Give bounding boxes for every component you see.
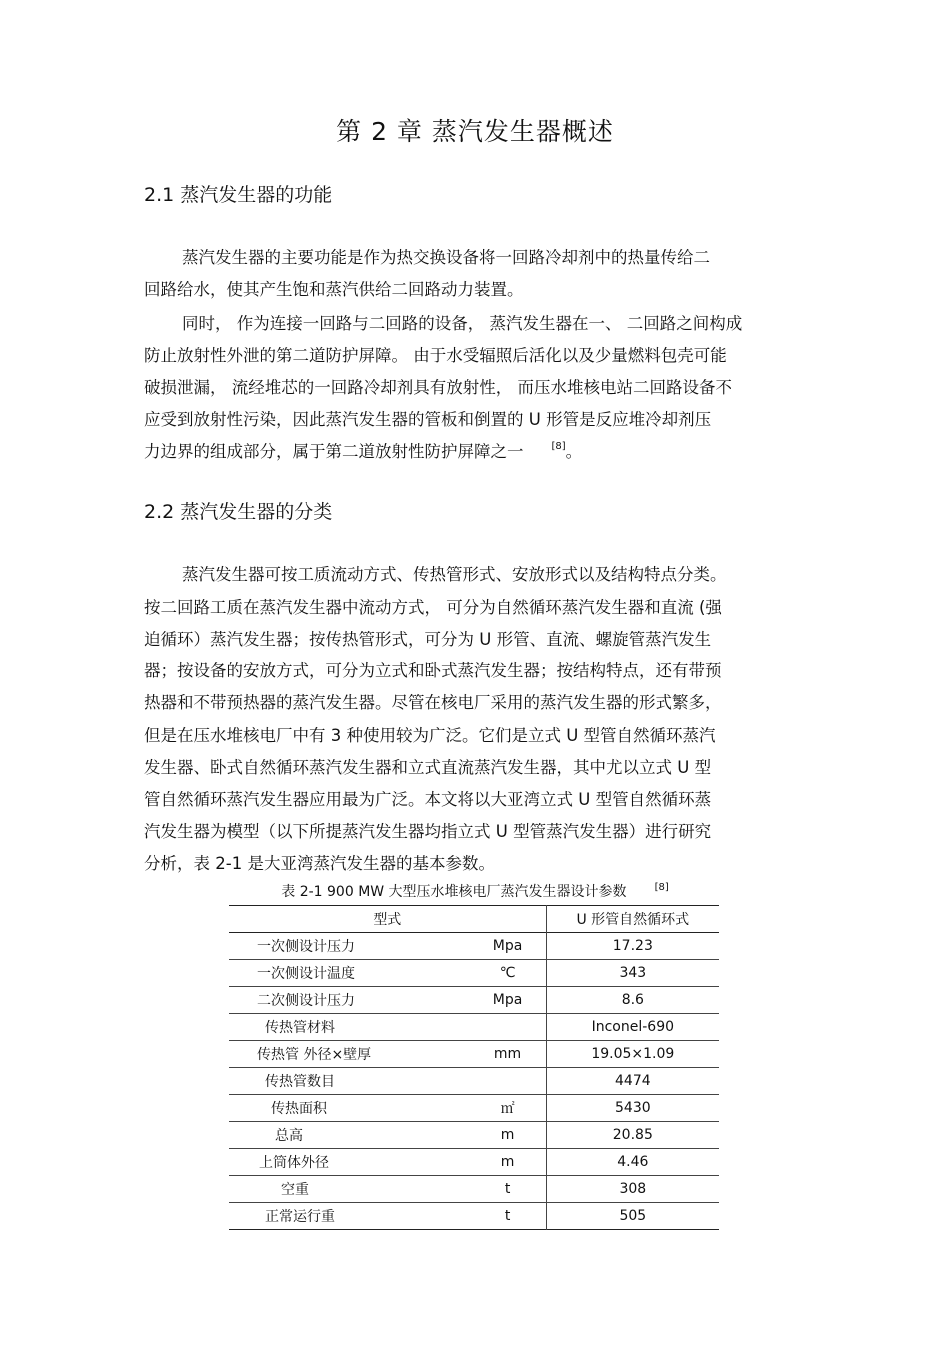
- paragraph-line: 但是在压水堆核电厂中有 3 种使用较为广泛。它们是立式 U 型管自然循环蒸汽: [144, 726, 716, 745]
- table-caption-citation: [8]: [654, 882, 669, 893]
- table-row: [229, 1014, 719, 1041]
- section-heading-2-2: 2.2 蒸汽发生器的分类: [144, 501, 333, 523]
- table-row: [229, 1176, 719, 1203]
- table-caption: [0, 881, 950, 901]
- header-type-cell: 型式: [373, 912, 402, 928]
- param-value-cell: Inconel-690: [546, 1014, 719, 1041]
- table-row: [229, 1203, 719, 1230]
- param-name-cell: [229, 1122, 469, 1149]
- section-heading-2-1: 2.1 蒸汽发生器的功能: [144, 184, 333, 206]
- param-unit-cell: t: [504, 1208, 511, 1224]
- param-name: 二次侧设计压力: [257, 993, 355, 1009]
- table-row: [229, 1068, 719, 1095]
- param-name-cell: [229, 933, 469, 960]
- paragraph-line: 蒸汽发生器的主要功能是作为热交换设备将一回路冷却剂中的热量传给二: [182, 248, 710, 267]
- table-row: [229, 987, 719, 1014]
- param-name-cell: [229, 960, 469, 987]
- param-name-cell: [229, 1149, 469, 1176]
- param-name: 上筒体外径: [259, 1155, 329, 1171]
- param-unit-cell: ㎡: [500, 1101, 515, 1117]
- table-row: [229, 960, 719, 987]
- param-unit-cell: Mpa: [492, 938, 523, 954]
- param-name: 传热面积: [271, 1101, 327, 1117]
- param-unit-cell: Mpa: [492, 992, 523, 1008]
- header-value-cell: U 形管自然循环式: [546, 906, 719, 933]
- sentence-end: 。: [565, 442, 583, 461]
- chapter-title: 第 2 章 蒸汽发生器概述: [336, 117, 614, 146]
- param-name: 一次侧设计压力: [257, 939, 355, 955]
- param-name-cell: [229, 1068, 469, 1095]
- table-caption-text: 表 2-1 900 MW 大型压水堆核电厂蒸汽发生器设计参数: [281, 884, 627, 900]
- param-unit-cell: m: [500, 1127, 515, 1143]
- param-name: 空重: [281, 1182, 309, 1198]
- table-row: [229, 1041, 719, 1068]
- param-value-cell: 308: [546, 1176, 719, 1203]
- table-row: [229, 1149, 719, 1176]
- param-value-cell: 19.05×1.09: [546, 1041, 719, 1068]
- citation-mark: [8]: [551, 441, 566, 452]
- param-value-cell: 17.23: [546, 933, 719, 960]
- param-value-cell: 5430: [546, 1095, 719, 1122]
- paragraph-text: 力边界的组成部分，属于第二道放射性防护屏障之一: [144, 442, 524, 461]
- param-name-cell: [229, 1176, 469, 1203]
- param-name: 正常运行重: [265, 1209, 335, 1225]
- paragraph-line: 防止放射性外泄的第二道防护屏障。 由于水受辐照后活化以及少量燃料包壳可能: [144, 346, 727, 365]
- table-row: [229, 1095, 719, 1122]
- param-name: 一次侧设计温度: [257, 966, 355, 982]
- param-unit-cell: m: [500, 1154, 515, 1170]
- param-value-cell: 4.46: [546, 1149, 719, 1176]
- param-unit-cell: [469, 1068, 546, 1095]
- table-header-row: [229, 906, 719, 933]
- paragraph-line: 汽发生器为模型（以下所提蒸汽发生器均指立式 U 型管蒸汽发生器）进行研究: [144, 822, 712, 841]
- param-name: 传热管 外径×壁厚: [257, 1047, 372, 1063]
- param-name-cell: [229, 1014, 469, 1041]
- table-row: [229, 933, 719, 960]
- paragraph-line: 迫循环）蒸汽发生器；按传热管形式，可分为 U 形管、直流、螺旋管蒸汽发生: [144, 630, 712, 649]
- param-name: 传热管材料: [265, 1020, 335, 1036]
- table-body: [229, 933, 719, 1230]
- param-value-cell: 8.6: [546, 987, 719, 1014]
- paragraph-line: 发生器、卧式自然循环蒸汽发生器和立式直流蒸汽发生器，其中尤以立式 U 型: [144, 758, 712, 777]
- paragraph-line: 蒸汽发生器可按工质流动方式、传热管形式、安放形式以及结构特点分类。: [182, 565, 727, 584]
- parameter-table: [229, 905, 719, 1230]
- param-unit-cell: ℃: [499, 965, 516, 981]
- paragraph-line: 应受到放射性污染，因此蒸汽发生器的管板和倒置的 U 形管是反应堆冷却剂压: [144, 410, 712, 429]
- param-value-cell: 4474: [546, 1068, 719, 1095]
- paragraph-line-with-citation: [144, 438, 582, 462]
- paragraph-line: 破损泄漏， 流经堆芯的一回路冷却剂具有放射性， 而压水堆核电站二回路设备不: [144, 378, 732, 397]
- param-value-cell: 505: [546, 1203, 719, 1230]
- param-name-cell: [229, 987, 469, 1014]
- param-name-cell: [229, 1041, 469, 1068]
- param-name: 总高: [275, 1128, 303, 1144]
- paragraph-line: 回路给水，使其产生饱和蒸汽供给二回路动力装置。: [144, 280, 524, 299]
- paragraph-line: 按二回路工质在蒸汽发生器中流动方式， 可分为自然循环蒸汽发生器和直流 (强: [144, 598, 722, 617]
- param-unit-cell: t: [504, 1181, 511, 1197]
- table-row: [229, 1122, 719, 1149]
- paragraph-line: 管自然循环蒸汽发生器应用最为广泛。本文将以大亚湾立式 U 型管自然循环蒸: [144, 790, 712, 809]
- paragraph-line: 同时， 作为连接一回路与二回路的设备， 蒸汽发生器在一、 二回路之间构成: [182, 314, 743, 333]
- paragraph-line: 热器和不带预热器的蒸汽发生器。尽管在核电厂采用的蒸汽发生器的形式繁多，: [144, 693, 722, 712]
- param-unit-cell: mm: [493, 1046, 522, 1062]
- paragraph-line: 分析，表 2-1 是大亚湾蒸汽发生器的基本参数。: [144, 854, 495, 873]
- param-name-cell: [229, 1203, 469, 1230]
- paragraph-line: 器；按设备的安放方式，可分为立式和卧式蒸汽发生器；按结构特点，还有带预: [144, 661, 722, 680]
- param-value-cell: 343: [546, 960, 719, 987]
- param-name-cell: [229, 1095, 469, 1122]
- param-unit-cell: [469, 1014, 546, 1041]
- param-name: 传热管数目: [265, 1074, 335, 1090]
- param-value-cell: 20.85: [546, 1122, 719, 1149]
